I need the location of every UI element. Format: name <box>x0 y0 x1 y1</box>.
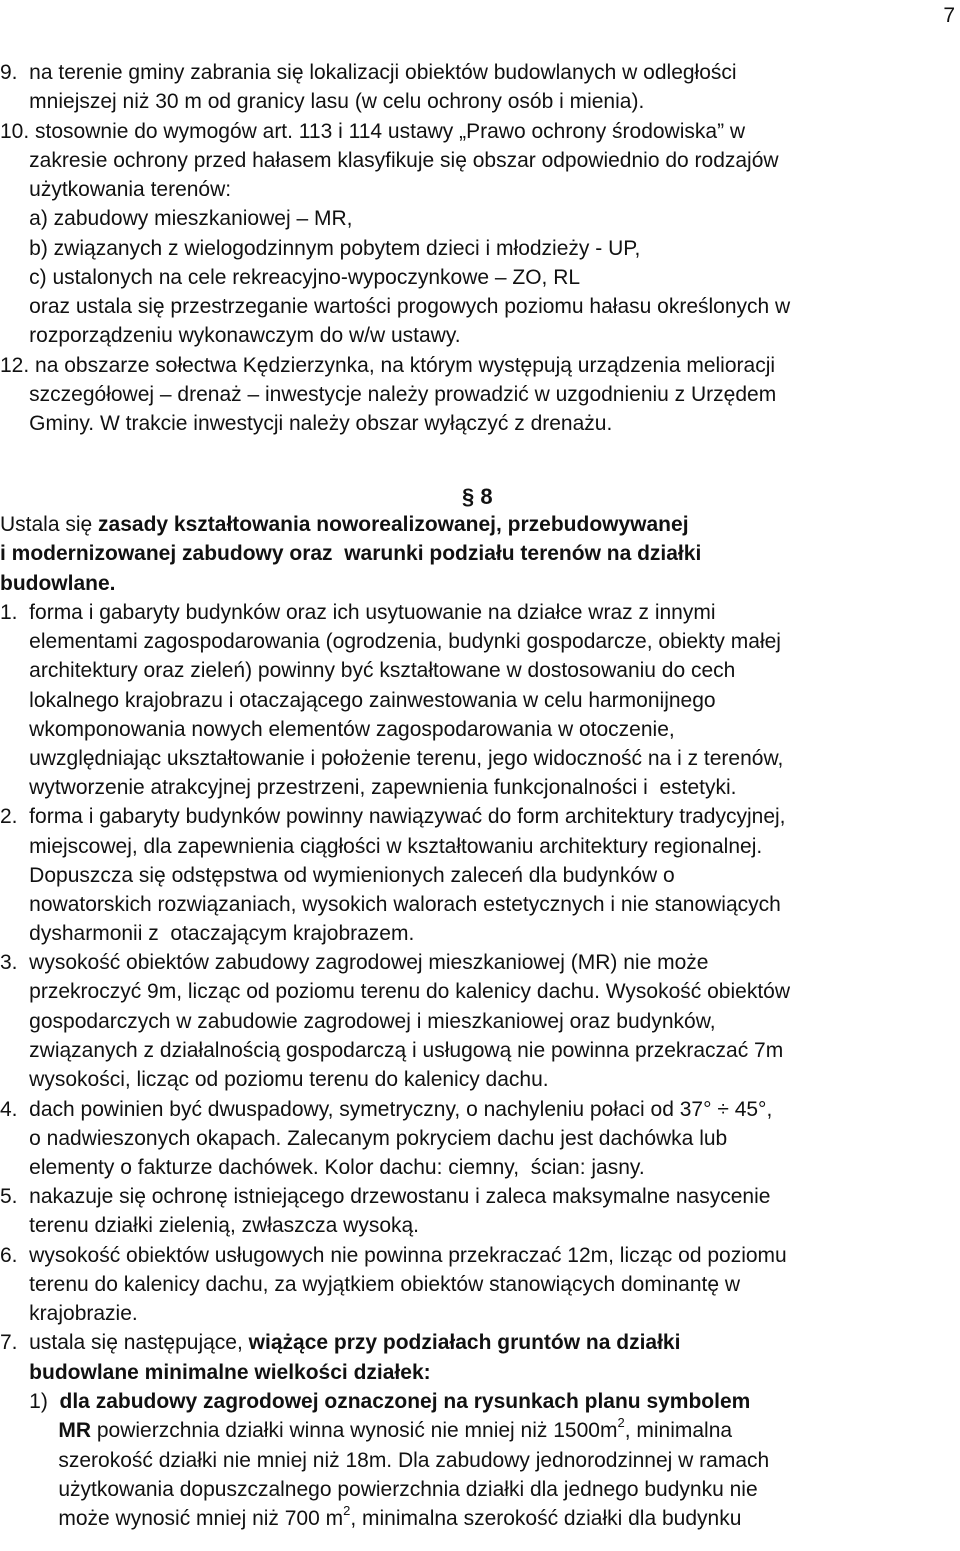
text-run: szczegółowej – drenaż – inwestycje należy prowadzić w uzgodnieniu z Urzędem <box>0 383 777 406</box>
text-run: 1) <box>0 1390 60 1413</box>
text-run: architektury oraz zieleń) powinny być kształtowane w dostosowaniu do cech <box>0 659 736 682</box>
text-line <box>0 656 957 685</box>
text-line <box>0 1095 957 1124</box>
text-run: Ustala się <box>0 513 99 536</box>
text-run: 7. ustala się następujące, <box>0 1331 249 1354</box>
text-line <box>0 1124 957 1153</box>
text-run: wiążące przy podziałach gruntów na działki <box>248 1331 681 1354</box>
superscript: 2 <box>617 1415 625 1430</box>
text-line <box>0 321 461 350</box>
text-line <box>0 263 580 292</box>
text-line <box>0 1299 138 1328</box>
text-line <box>0 351 957 380</box>
text-line <box>0 1065 549 1094</box>
text-line <box>0 773 737 802</box>
text-run: 4. dach powinien być dwuspadowy, symetryczny, o nachyleniu połaci od 37° ÷ 45°, <box>0 1098 773 1121</box>
text-run: 6. wysokość obiektów usługowych nie powinna przekraczać 12m, licząc od poziomu <box>0 1244 787 1267</box>
text-line <box>0 569 116 598</box>
text-run: terenu do kalenicy dachu, za wyjątkiem obiektów stanowiących dominantę w <box>0 1273 741 1296</box>
text-run: użytkowania terenów: <box>0 178 232 201</box>
text-line <box>0 1007 957 1036</box>
text-line <box>0 744 957 773</box>
text-run: dla zabudowy zagrodowej oznaczonej na rysunkach planu symbolem <box>59 1390 751 1413</box>
text-run: , minimalna szerokość działki dla budynku <box>350 1507 742 1530</box>
text-line <box>0 1358 431 1387</box>
text-run: zasady kształtowania noworealizowanej, przebudowywanej <box>98 513 689 536</box>
text-run: użytkowania dopuszczalnego powierzchnia działki dla jednego budynku nie <box>0 1478 758 1501</box>
text-run: i modernizowanej zabudowy oraz warunki podziału terenów na działki <box>0 542 702 565</box>
text-line <box>0 890 957 919</box>
text-line <box>0 802 957 831</box>
text-run: lokalnego krajobrazu i otaczającego zainwestowania w celu harmonijnego <box>0 689 716 712</box>
text-line <box>0 1153 645 1182</box>
text-line <box>0 380 957 409</box>
text-run: miejscowej, dla zapewnienia ciągłości w kształtowaniu architektury regionalnej. <box>0 835 763 858</box>
text-line <box>0 1475 957 1504</box>
text-line <box>0 409 612 438</box>
text-run: , minimalna <box>624 1419 733 1442</box>
text-line <box>0 204 352 233</box>
section-mark: § 8 <box>462 484 493 509</box>
text-line <box>0 234 640 263</box>
text-run: 5. nakazuje się ochronę istniejącego drzewostanu i zaleca maksymalne nasycenie <box>0 1185 771 1208</box>
text-line <box>0 1504 957 1533</box>
text-line <box>0 146 957 175</box>
text-line <box>0 1446 957 1475</box>
text-run: b) związanych z wielogodzinnym pobytem dzieci i młodzieży - UP, <box>0 237 641 260</box>
text-line <box>0 1270 957 1299</box>
text-run: terenu działki zielenią, zwłaszcza wysoką. <box>0 1214 420 1237</box>
text-line <box>0 510 957 539</box>
text-run: oraz ustala się przestrzeganie wartości progowych poziomu hałasu określonych w <box>0 295 791 318</box>
text-line <box>0 948 957 977</box>
text-line <box>0 175 231 204</box>
text-line <box>0 1387 957 1416</box>
text-run: wysokości, licząc od poziomu terenu do kalenicy dachu. <box>0 1068 549 1091</box>
text-line <box>0 58 957 87</box>
text-run: c) ustalonych na cele rekreacyjno-wypoczynkowe – ZO, RL <box>0 266 581 289</box>
text-line <box>0 117 957 146</box>
text-run: powierzchnia działki winna wynosić nie mniej niż 1500m <box>91 1419 618 1442</box>
text-run: 3. wysokość obiektów zabudowy zagrodowej mieszkaniowej (MR) nie może <box>0 951 709 974</box>
text-run: gospodarczych w zabudowie zagrodowej i mieszkaniowej oraz budynków, <box>0 1010 716 1033</box>
text-run <box>0 1419 58 1442</box>
text-run: o nadwieszonych okapach. Zalecanym pokryciem dachu jest dachówka lub <box>0 1127 728 1150</box>
page-number: 7 <box>943 4 955 27</box>
text-run: 1. forma i gabaryty budynków oraz ich usytuowanie na działce wraz z innymi <box>0 601 716 624</box>
text-run: elementy o fakturze dachówek. Kolor dachu: ciemny, ścian: jasny. <box>0 1156 645 1179</box>
text-line <box>0 598 957 627</box>
text-run: 2. forma i gabaryty budynków powinny nawiązywać do form architektury tradycyjnej, <box>0 805 786 828</box>
text-run: zakresie ochrony przed hałasem klasyfikuje się obszar odpowiednio do rodzajów <box>0 149 779 172</box>
text-line <box>0 292 957 321</box>
text-line <box>0 1211 419 1240</box>
superscript: 2 <box>343 1503 351 1518</box>
text-line <box>0 1328 957 1357</box>
text-run: krajobrazie. <box>0 1302 138 1325</box>
text-run: szerokość działki nie mniej niż 18m. Dla zabudowy jednorodzinnej w ramach <box>0 1449 770 1472</box>
text-line <box>0 1036 957 1065</box>
text-run: 9. na terenie gminy zabrania się lokalizacji obiektów budowlanych w odległości <box>0 61 737 84</box>
text-line <box>0 87 644 116</box>
text-run: wytworzenie atrakcyjnej przestrzeni, zapewnienia funkcjonalności i estetyki. <box>0 776 737 799</box>
text-line <box>0 832 957 861</box>
text-run: 12. na obszarze sołectwa Kędzierzynka, na którym występują urządzenia melioracji <box>0 354 776 377</box>
text-run: związanych z działalnością gospodarczą i usługową nie powinna przekraczać 7m <box>0 1039 784 1062</box>
text-run: może wynosić mniej niż 700 m <box>0 1507 344 1530</box>
text-run: uwzględniając ukształtowanie i położenie terenu, jego widoczność na i z terenów, <box>0 747 784 770</box>
text-line <box>0 861 957 890</box>
text-line <box>0 686 957 715</box>
text-run: mniejszej niż 30 m od granicy lasu (w celu ochrony osób i mienia). <box>0 90 645 113</box>
text-run: a) zabudowy mieszkaniowej – MR, <box>0 207 353 230</box>
text-run: Dopuszcza się odstępstwa od wymienionych zaleceń dla budynków o <box>0 864 675 887</box>
text-run: budowlane minimalne wielkości działek: <box>0 1361 431 1384</box>
text-line <box>0 1241 957 1270</box>
text-run: rozporządzeniu wykonawczym do w/w ustawy. <box>0 324 461 347</box>
text-line <box>0 1182 957 1211</box>
text-run: Gminy. W trakcie inwestycji należy obszar wyłączyć z drenażu. <box>0 412 613 435</box>
text-line <box>0 539 957 568</box>
text-run: dysharmonii z otaczającym krajobrazem. <box>0 922 415 945</box>
text-run: MR <box>58 1419 92 1442</box>
text-run: elementami zagospodarowania (ogrodzenia, budynki gospodarcze, obiekty małej <box>0 630 781 653</box>
text-run: nowatorskich rozwiązaniach, wysokich walorach estetycznych i nie stanowiących <box>0 893 781 916</box>
text-run: wkomponowania nowych elementów zagospodarowania w otoczenie, <box>0 718 675 741</box>
text-line <box>0 977 957 1006</box>
text-line <box>0 919 414 948</box>
text-line <box>0 715 957 744</box>
text-line <box>0 627 957 656</box>
text-run: budowlane. <box>0 572 116 595</box>
text-line <box>0 1416 957 1445</box>
text-run: przekroczyć 9m, licząc od poziomu terenu do kalenicy dachu. Wysokość obiektów <box>0 980 790 1003</box>
text-run: 10. stosownie do wymogów art. 113 i 114 ustawy „Prawo ochrony środowiska” w <box>0 120 746 143</box>
